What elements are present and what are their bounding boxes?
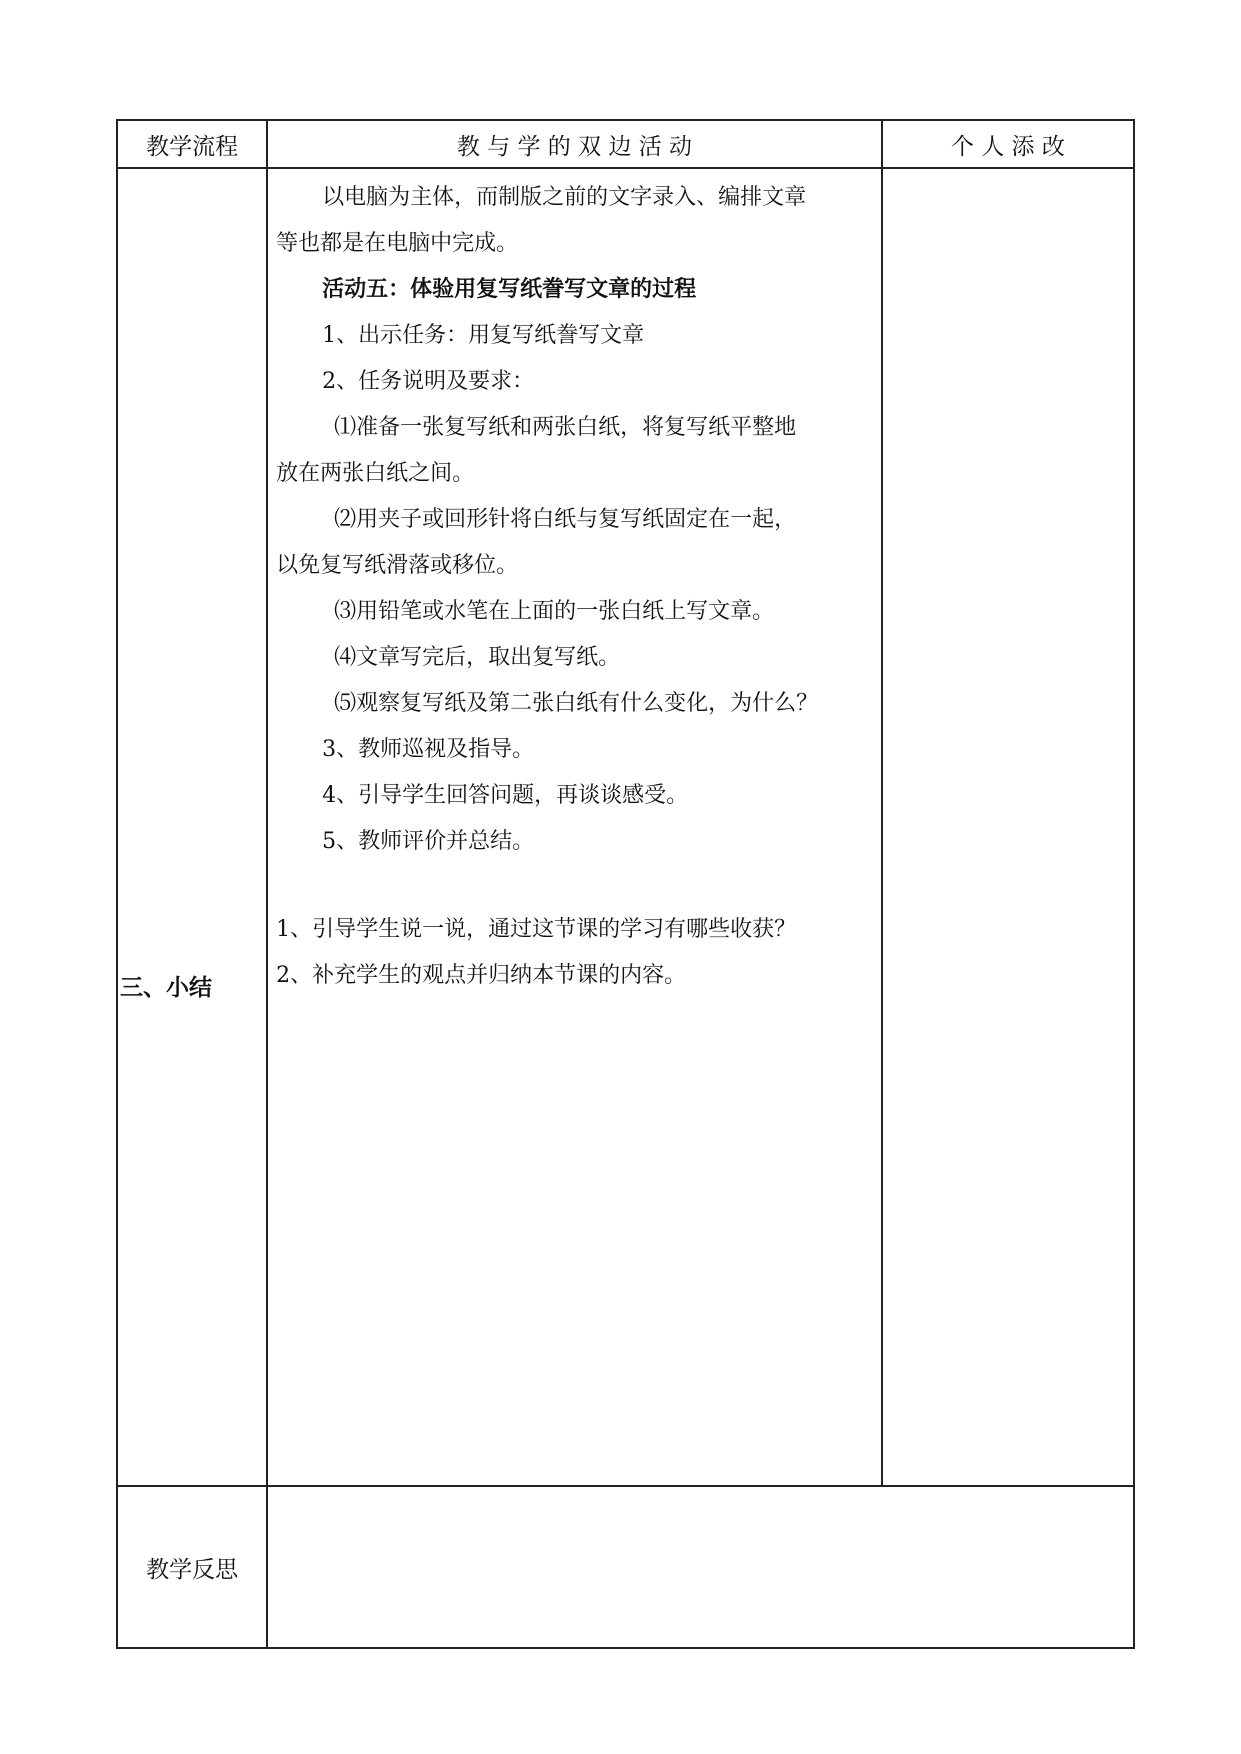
section-label-summary: 三、小结 (120, 975, 212, 1001)
activity-line: 5、教师评价并总结。 (322, 829, 535, 854)
activity-line: ⑷文章写完后，取出复写纸。 (334, 645, 621, 670)
activity-line: ⑸观察复写纸及第二张白纸有什么变化，为什么？ (334, 691, 819, 716)
lesson-plan-table (116, 119, 1135, 1649)
header-personal-notes: 个 人 添 改 (882, 120, 1134, 168)
header-activities: 教 与 学 的 双 边 活 动 (267, 120, 882, 168)
flow-cell (117, 168, 267, 1486)
activity-line: 1、出示任务：用复写纸誊写文章 (322, 323, 645, 348)
summary-block (276, 907, 877, 999)
activity-line: 3、教师巡视及指导。 (322, 737, 535, 762)
activity-line: ⑴准备一张复写纸和两张白纸，将复写纸平整地 (334, 415, 797, 440)
reflection-row (117, 1486, 1134, 1648)
activity-line: ⑵用夹子或回形针将白纸与复写纸固定在一起， (334, 507, 797, 532)
activity-line: 4、引导学生回答问题，再谈谈感受。 (322, 783, 689, 808)
activity-line: 以电脑为主体，而制版之前的文字录入、编排文章 (322, 185, 807, 210)
header-row (117, 120, 1134, 168)
reflection-label: 教学反思 (117, 1486, 267, 1648)
reflection-content (267, 1486, 1134, 1648)
activity-line: ⑶用铅笔或水笔在上面的一张白纸上写文章。 (334, 599, 775, 624)
activity-line: 放在两张白纸之间。 (276, 461, 475, 486)
notes-cell (882, 168, 1134, 1486)
activity-line: 2、任务说明及要求： (322, 369, 535, 394)
activity-line: 等也都是在电脑中完成。 (276, 231, 519, 256)
activity-line: 以免复写纸滑落或移位。 (276, 553, 519, 578)
header-teaching-flow: 教学流程 (117, 120, 267, 168)
summary-line: 1、引导学生说一说，通过这节课的学习有哪些收获？ (276, 917, 797, 942)
summary-line: 2、补充学生的观点并归纳本节课的内容。 (276, 963, 687, 988)
activity-heading: 活动五：体验用复写纸誊写文章的过程 (322, 277, 697, 302)
activity-cell (267, 168, 882, 1486)
main-row (117, 168, 1134, 1486)
